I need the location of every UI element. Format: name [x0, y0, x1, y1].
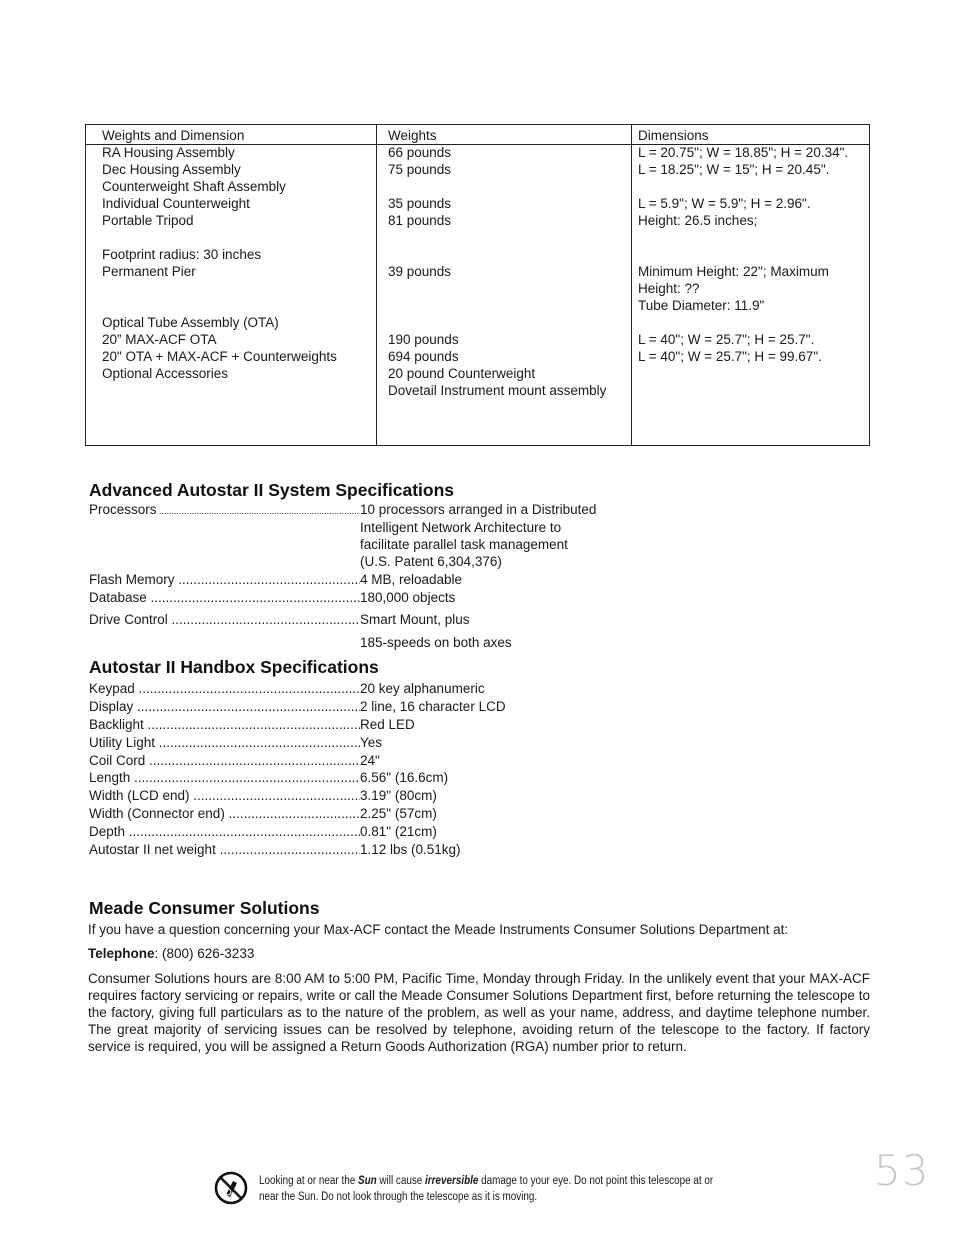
table-cell: L = 18.25"; W = 15"; H = 20.45". — [638, 162, 830, 177]
spec-value: 4 MB, reloadable — [360, 572, 463, 587]
table-cell: Dovetail Instrument mount assembly — [388, 383, 607, 398]
spec-value: 180,000 objects — [360, 590, 456, 605]
section-title-autostar-system: Advanced Autostar II System Specifications — [89, 480, 455, 500]
table-cell — [102, 297, 376, 314]
table-cell: L = 20.75"; W = 18.85"; H = 20.34". — [638, 145, 849, 160]
section-title-consumer-solutions: Meade Consumer Solutions — [89, 898, 320, 918]
telephone-number: : (800) 626-3233 — [154, 946, 255, 961]
spec-label: Width (LCD end) ..... — [89, 788, 360, 803]
table-cell — [638, 314, 869, 331]
spec-label: Backlight ..... — [89, 717, 360, 732]
table-cell: 75 pounds — [388, 162, 452, 177]
telephone-label: Telephone — [88, 946, 155, 961]
table-cell — [102, 280, 376, 297]
weights-dimensions-table — [85, 124, 870, 446]
spec-label: Display ..... — [89, 699, 360, 714]
table-cell — [388, 178, 632, 195]
column-header: Weights and Dimension — [102, 128, 245, 143]
spec-value: Yes — [360, 735, 383, 750]
spec-value: 6.56" (16.6cm) — [360, 770, 449, 785]
spec-continuation: 185-speeds on both axes — [360, 635, 512, 650]
table-cell: Permanent Pier — [102, 264, 196, 279]
telephone-line — [88, 945, 870, 962]
spec-value: 24" — [360, 753, 380, 768]
table-cell: Optical Tube Assembly (OTA) — [102, 315, 279, 330]
spec-label: Processors ..... — [89, 502, 360, 517]
table-column-weights — [376, 125, 632, 445]
table-cell: Counterweight Shaft Assembly — [102, 179, 286, 194]
spec-value: Red LED — [360, 717, 415, 732]
table-cell: Footprint radius: 30 inches — [102, 247, 262, 262]
spec-label: Flash Memory ..... — [89, 572, 360, 587]
table-cell: Portable Tripod — [102, 213, 194, 228]
table-cell: Height: ?? — [638, 281, 700, 296]
table-cell: 20" OTA + MAX-ACF + Counterweights — [102, 349, 337, 364]
warning-emphasis-irreversible: irreversible — [425, 1175, 479, 1187]
column-header: Weights — [388, 128, 437, 143]
spec-continuation: (U.S. Patent 6,304,376) — [360, 554, 502, 569]
table-cell — [102, 229, 376, 246]
table-cell — [388, 314, 632, 331]
table-cell: Dec Housing Assembly — [102, 162, 241, 177]
warning-text: will cause — [376, 1175, 426, 1187]
consumer-intro: If you have a question concerning your Max-ACF contact the Meade Instruments Consumer Solutions Department at: — [88, 922, 789, 937]
spec-label: Drive Control ..... — [89, 612, 360, 627]
table-cell: 81 pounds — [388, 213, 452, 228]
table-cell: Individual Counterweight — [102, 196, 250, 211]
no-sun-warning-icon — [214, 1171, 248, 1205]
warning-text: Looking at or near the — [259, 1175, 358, 1187]
spec-label: Depth ..... — [89, 824, 360, 839]
column-header: Dimensions — [638, 128, 709, 143]
table-cell — [638, 246, 869, 263]
spec-label: Utility Light ..... — [89, 735, 360, 750]
spec-value: Smart Mount, plus — [360, 612, 470, 627]
table-cell: 190 pounds — [388, 332, 459, 347]
table-cell — [638, 229, 869, 246]
table-cell: 694 pounds — [388, 349, 459, 364]
page-number: 53 — [874, 1146, 930, 1195]
table-cell: Minimum Height: 22"; Maximum — [638, 264, 829, 279]
table-cell — [388, 246, 632, 263]
spec-value: 20 key alphanumeric — [360, 681, 485, 696]
spec-label: Autostar II net weight ..... — [89, 842, 360, 857]
table-cell — [388, 229, 632, 246]
spec-value: 1.12 lbs (0.51kg) — [360, 842, 461, 857]
table-cell: 20” MAX-ACF OTA — [102, 332, 217, 347]
table-column-items — [86, 125, 376, 445]
table-cell — [388, 297, 632, 314]
table-cell: 20 pound Counterweight — [388, 366, 536, 381]
spec-label: Database ..... — [89, 590, 360, 605]
table-cell — [388, 280, 632, 297]
spec-label: Width (Connector end) ..... — [89, 806, 360, 821]
column-cells — [377, 144, 632, 399]
table-cell: L = 40"; W = 25.7"; H = 25.7". — [638, 332, 815, 347]
spec-value: 10 processors arranged in a Distributed — [360, 502, 597, 517]
spec-label: Coil Cord ..... — [89, 753, 360, 768]
spec-value: 0.81" (21cm) — [360, 824, 437, 839]
spec-value: 3.19" (80cm) — [360, 788, 437, 803]
table-column-dimensions — [631, 125, 869, 445]
spec-value: 2 line, 16 character LCD — [360, 699, 506, 714]
section-title-handbox: Autostar II Handbox Specifications — [89, 657, 379, 677]
table-cell: Optional Accessories — [102, 366, 229, 381]
spec-continuation: Intelligent Network Architecture to — [360, 520, 562, 535]
table-cell: Height: 26.5 inches; — [638, 213, 758, 228]
table-cell: L = 40"; W = 25.7"; H = 99.67". — [638, 349, 822, 364]
column-cells — [632, 144, 869, 365]
table-cell — [638, 178, 869, 195]
spec-continuation: facilitate parallel task management — [360, 537, 568, 552]
table-cell: RA Housing Assembly — [102, 145, 235, 160]
spec-label: Keypad ..... — [89, 681, 360, 696]
column-cells — [86, 144, 376, 382]
table-cell: 39 pounds — [388, 264, 452, 279]
table-cell: 35 pounds — [388, 196, 452, 211]
spec-value: 2.25" (57cm) — [360, 806, 437, 821]
consumer-body: Consumer Solutions hours are 8:00 AM to 5:00 PM, Pacific Time, Monday through Friday. In the unlikely event that your MAX-ACF requires factory servicing or repairs, write or call the Meade Consumer Solutions Department first, before returning the telescope to the factory, giving full particulars as to the nature of the problem, as well as your name, address, and daytime telephone number. The great majority of servicing issues can be resolved by telephone, avoiding return of the telescope to the factory. If factory service is required, you will be assigned a Return Goods Authorization (RGA) number prior to return. — [88, 971, 870, 1054]
table-cell: L = 5.9"; W = 5.9"; H = 2.96". — [638, 196, 811, 211]
warning-emphasis-sun: Sun — [357, 1175, 377, 1187]
table-cell: 66 pounds — [388, 145, 452, 160]
sun-warning-text — [259, 1173, 723, 1205]
spec-label: Length ..... — [89, 770, 360, 785]
table-cell: Tube Diameter: 11.9" — [638, 298, 765, 313]
warning-text: damage to your eye. Do not point this telescope at or near the Sun. Do not look through the telescope as it is moving. — [259, 1175, 714, 1203]
